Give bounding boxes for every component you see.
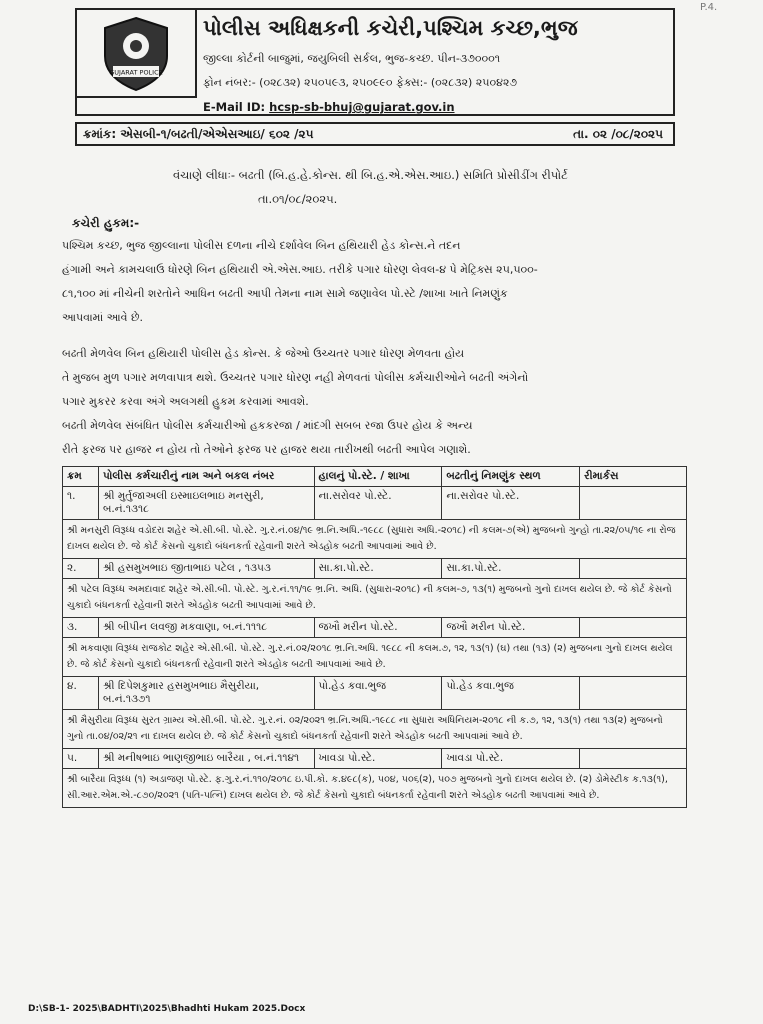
table-note-row	[63, 638, 687, 677]
case-note: શ્રી બારૈયા વિરૂધ્ધ (૧) અડાજણ પો.સ્ટે. ફ.ગુ.ર.નં.૧૧૦/૨૦૧૮ ઇ.પી.કો. ક.૪૯૮(ક), ૫૦૪, ૫૦૬(૨), ૫૦૭ મુજબનો ગુનો દાખલ થયેલ છે. (૨) ડોમેસ્ટીક ક.૧૩(૧), સી.આર.એમ.એ.-૮૭૦/૨૦૨૧ (પતિ-પત્નિ) દાખલ થયેલ છે. જે કોર્ટ કેસનો ચુકાદો બંધનકર્તા રહેવાની શરતે એડહોક બઢતી આપવામાં આવે છે.	[63, 769, 687, 808]
paragraph-leave	[62, 414, 682, 462]
paragraph-line: પશ્ચિમ કચ્છ, ભુજ જીલ્લાના પોલીસ દળના નીચે દર્શાવેલ બિન હથિયારી હેડ કોન્સ.ને તદન	[62, 239, 461, 252]
reference-row	[75, 122, 675, 146]
paragraph-line: પગાર મુકરર કરવા અંગે અલગથી હુકમ કરવામાં આવશે.	[62, 395, 309, 408]
cell-employee-name: શ્રી હસમુખભાઇ જીતાભાઇ પટેલ , ૧૩૫૩	[98, 559, 314, 579]
paragraph-line: બઢતી મેળવેલ બિન હથિયારી પોલીસ હેડ કોન્સ. કે જેઓ ઉચ્ચતર પગાર ધોરણ મેળવતા હોય	[62, 347, 465, 360]
paragraph-appointment	[62, 234, 682, 330]
promotion-table	[62, 466, 687, 808]
cell-current-station: ખાવડા પો.સ્ટે.	[314, 749, 442, 769]
table-note-row	[63, 710, 687, 749]
office-order-label: કચેરી હુકમ:-	[72, 216, 140, 230]
email-line	[203, 100, 455, 114]
cell-employee-name: શ્રી દિપેશકુમાર હસમુખભાઇ મૈસુરીયા, બ.નં.૧૩૭૧	[98, 677, 314, 710]
reference-number: ક્રમાંક: એસબી-૧/બઢતી/એએસઆઇ/ ૬૦૨ /૨૫	[83, 127, 314, 141]
cell-remarks	[580, 749, 687, 769]
cell-employee-name: શ્રી મુર્તુજાઅલી ઇસ્માઇલભાઇ મનસુરી, બ.નં.૧૩૧૮	[98, 487, 314, 520]
page-marker: P.4.	[700, 2, 718, 13]
cell-employee-name: શ્રી બીપીન લવજી મકવાણા, બ.નં.૧૧૧૮	[98, 618, 314, 638]
cell-serial: ૧.	[63, 487, 99, 520]
col-header-remarks: રીમાર્કસ	[580, 467, 687, 487]
case-note: શ્રી મૈસુરીયા વિરૂધ્ધ સુરત ગ્રામ્ય એ.સી.બી. પો.સ્ટે. ગુ.ર.નં. ૦૨/૨૦૨૧ ભ્ર.નિ.અધિ.-૧૯૮૮ ના સુધારા અધિનિયમ-૨૦૧૮ ની ક.૭, ૧૨, ૧૩(૧) તથા ૧૩(૨) મુજબનો ગુનો તા.૦૪/૦૨/૨૧ ના દાખલ થયેલ છે. જે કોર્ટ કેસનો ચુકાદો બંધનકર્તા રહેવાની શરતે એડહોક બઢતી આપવામાં આવે છે.	[63, 710, 687, 749]
table-row	[63, 487, 687, 520]
cell-posting: ના.સરોવર પો.સ્ટે.	[442, 487, 580, 520]
logo-text: GUJARAT POLICE	[109, 68, 163, 77]
case-note: શ્રી મનસુરી વિરૂધ્ધ વડોદરા શહેર એ.સી.બી. પો.સ્ટે. ગુ.ર.નં.૦૪/૧૯ ભ્ર.નિ.અધિ.-૧૯૮૮ (સુધારા અધિ.-૨૦૧૮) ની કલમ-૭(એ) મુજબનો ગુન્હો તા.૨૨/૦૫/૧૯ ના રોજ દાખલ થયેલ છે. જે કોર્ટ કેસનો ચુકાદો બંધનકર્તા રહેવાની શરતે એડહોક બઢતી આપવામાં આવે છે.	[63, 520, 687, 559]
logo-box	[77, 10, 197, 98]
col-header-current-station: હાલનું પો.સ્ટે. / શાખા	[314, 467, 442, 487]
cell-remarks	[580, 559, 687, 579]
table-row	[63, 559, 687, 579]
email-address: hcsp-sb-bhuj@gujarat.gov.in	[269, 100, 455, 114]
reference-date: તા. ૦૨ /૦૮/૨૦૨૫	[573, 127, 663, 141]
cell-current-station: ના.સરોવર પો.સ્ટે.	[314, 487, 442, 520]
cell-employee-name: શ્રી મનીષભાઇ ભાણજીભાઇ બારૈયા , બ.નં.૧૧૪૧	[98, 749, 314, 769]
read-section-date: તા.૦૧/૦૮/૨૦૨૫.	[258, 192, 338, 206]
paragraph-line: હંગામી અને કામચલાઉ ધોરણે બિન હથિયારી એ.એસ.આઇ. તરીકે પગાર ધોરણ લેવલ-૪ પે મેટ્રિક્સ ૨૫,૫૦૦-	[62, 263, 538, 276]
paragraph-line: આપવામાં આવે છે.	[62, 311, 143, 324]
paragraph-line: બઢતી મેળવેલ સંબંધિત પોલીસ કર્મચારીઓ હકકરજા / માંદગી સબબ રજા ઉપર હોય કે અન્ય	[62, 419, 473, 432]
cell-current-station: સા.કા.પો.સ્ટે.	[314, 559, 442, 579]
cell-current-station: પો.હેડ કવા.ભુજ	[314, 677, 442, 710]
paragraph-line: તે મુજબ મુળ પગાર મળવાપાત્ર થશે. ઉચ્ચતર પગાર ધોરણ નહી મેળવતાં પોલીસ કર્મચારીઓને બઢતી અંગેનો	[62, 371, 529, 384]
office-address: જીલ્લા કોર્ટની બાજુમાં, જયુબિલી સર્કલ, ભુજ-કચ્છ. પીન-૩૭૦૦૦૧	[203, 52, 501, 65]
cell-current-station: જખૌ મરીન પો.સ્ટે.	[314, 618, 442, 638]
cell-serial: ૩.	[63, 618, 99, 638]
table-note-row	[63, 520, 687, 559]
cell-serial: ૫.	[63, 749, 99, 769]
table-header-row	[63, 467, 687, 487]
col-header-posting: બઢતીનું નિમણુંક સ્થળ	[442, 467, 580, 487]
table-note-row	[63, 769, 687, 808]
cell-serial: ૨.	[63, 559, 99, 579]
paragraph-line: રીતે ફરજ પર હાજર ન હોય તો તેઓને ફરજ પર હાજર થયા તારીખથી બઢતી આપેલ ગણાશે.	[62, 443, 471, 456]
read-section-label: વંચાણે લીધાઃ- બઢતી (બિ.હ.હે.કોન્સ. થી બિ.હ.એ.એસ.આઇ.) સમિતિ પ્રોસીડીંગ રીપોર્ટ	[173, 168, 568, 182]
table-note-row	[63, 579, 687, 618]
cell-serial: ૪.	[63, 677, 99, 710]
table-row	[63, 618, 687, 638]
cell-remarks	[580, 677, 687, 710]
cell-posting: સા.કા.પો.સ્ટે.	[442, 559, 580, 579]
cell-posting: પો.હેડ કવા.ભુજ	[442, 677, 580, 710]
gujarat-police-emblem-icon	[95, 14, 177, 94]
case-note: શ્રી પટેલ વિરૂધ્ધ અમદાવાદ શહેર એ.સી.બી. પો.સ્ટે. ગુ.ર.નં.૧૧/૧૯ ભ્ર.નિ. અધિ. (સુધારા-૨૦૧૮) ની કલમ-૭, ૧૩(૧) મુજબનો ગુનો દાખલ થયેલ છે. જે કોર્ટ કેસનો ચુકાદો બંધનકર્તા રહેવાની શરતે એડહોક બઢતી આપવામાં આવે છે.	[63, 579, 687, 618]
paragraph-line: ૮૧,૧૦૦ માં નીચેની શરતોને આધિન બઢતી આપી તેમના નામ સામે જણાવેલ પો.સ્ટે /શાખા ખાતે નિમણુંક	[62, 287, 508, 300]
paragraph-pay	[62, 342, 682, 414]
case-note: શ્રી મકવાણા વિરૂધ્ધ રાજકોટ શહેર એ.સી.બી. પો.સ્ટે. ગુ.ર.નં.૦૨/૨૦૧૮ ભ્ર.નિ.અધિ. ૧૯૮૮ ની કલમ.૭, ૧૨, ૧૩(૧) (ઘ) તથા (૧૩) (૨) મુજબના ગુનો દાખલ થયેલ છે. જે કોર્ટ કેસનો ચુકાદો બંધનકર્તા રહેવાની શરતે એડહોક બઢતી આપવામાં આવે છે.	[63, 638, 687, 677]
email-label: E-Mail ID:	[203, 100, 266, 114]
phone-fax-line: ફોન નંબર:- (૦૨૮૩૨) ૨૫૦૫૯૩, ૨૫૦૯૯૦ ફેક્સ:- (૦૨૮૩૨) ૨૫૦૪૨૭	[203, 76, 518, 89]
footer-file-path: D:\SB-1- 2025\BADHTI\2025\Bhadhti Hukam 2025.Docx	[28, 1004, 306, 1014]
cell-remarks	[580, 487, 687, 520]
cell-remarks	[580, 618, 687, 638]
letterhead	[75, 8, 675, 116]
office-title: પોલીસ અધિક્ષકની કચેરી,પશ્ચિમ કચ્છ,ભુજ	[203, 16, 578, 40]
table-row	[63, 677, 687, 710]
col-header-name: પોલીસ કર્મચારીનું નામ અને બકલ નંબર	[98, 467, 314, 487]
col-header-serial: ક્રમ	[63, 467, 99, 487]
cell-posting: જખૌ મરીન પો.સ્ટે.	[442, 618, 580, 638]
table-row	[63, 749, 687, 769]
cell-posting: ખાવડા પો.સ્ટે.	[442, 749, 580, 769]
